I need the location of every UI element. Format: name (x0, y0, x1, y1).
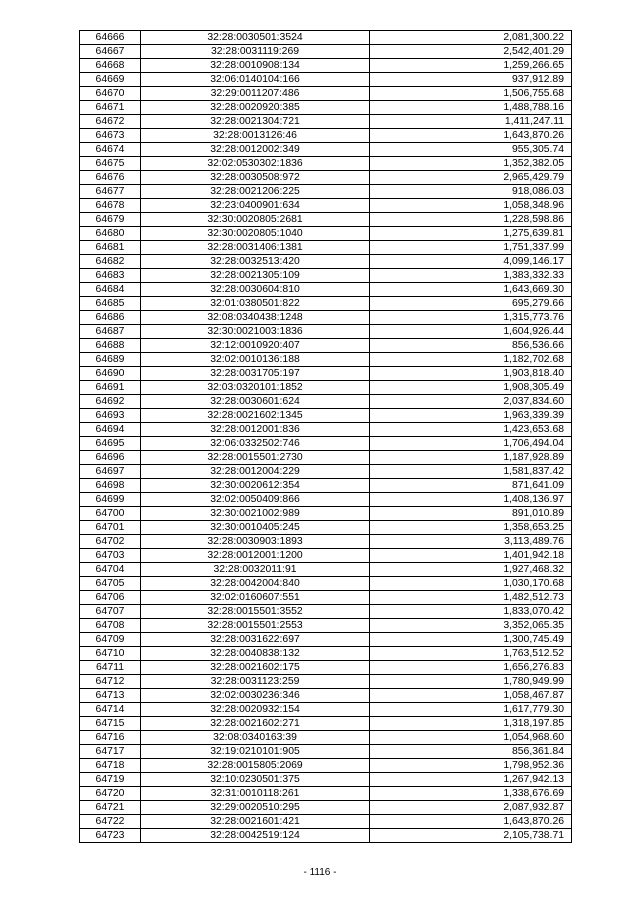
cadastral-number-cell: 32:28:0015501:2553 (141, 619, 370, 633)
amount-cell: 1,780,949.99 (370, 675, 572, 689)
row-number-cell: 64693 (80, 409, 141, 423)
cadastral-number-cell: 32:28:0021602:271 (141, 717, 370, 731)
amount-cell: 1,506,755.68 (370, 87, 572, 101)
cadastral-number-cell: 32:10:0230501:375 (141, 773, 370, 787)
table-row (80, 759, 572, 773)
table-row (80, 297, 572, 311)
row-number-cell: 64721 (80, 801, 141, 815)
cadastral-number-cell: 32:12:0010920:407 (141, 339, 370, 353)
row-number-cell: 64718 (80, 759, 141, 773)
amount-cell: 891,010.89 (370, 507, 572, 521)
amount-cell: 1,267,942.13 (370, 773, 572, 787)
data-table (79, 30, 572, 843)
cadastral-number-cell: 32:30:0010405:245 (141, 521, 370, 535)
table-row (80, 241, 572, 255)
row-number-cell: 64702 (80, 535, 141, 549)
table-row (80, 829, 572, 843)
table-row (80, 801, 572, 815)
cadastral-number-cell: 32:06:0140104:166 (141, 73, 370, 87)
cadastral-number-cell: 32:28:0015501:2730 (141, 451, 370, 465)
amount-cell: 1,643,870.26 (370, 129, 572, 143)
amount-cell: 2,965,429.79 (370, 171, 572, 185)
row-number-cell: 64713 (80, 689, 141, 703)
table-row (80, 451, 572, 465)
row-number-cell: 64703 (80, 549, 141, 563)
row-number-cell: 64692 (80, 395, 141, 409)
row-number-cell: 64698 (80, 479, 141, 493)
table-row (80, 255, 572, 269)
row-number-cell: 64707 (80, 605, 141, 619)
row-number-cell: 64715 (80, 717, 141, 731)
amount-cell: 1,338,676.69 (370, 787, 572, 801)
table-row (80, 619, 572, 633)
row-number-cell: 64696 (80, 451, 141, 465)
table-row (80, 689, 572, 703)
cadastral-number-cell: 32:28:0031406:1381 (141, 241, 370, 255)
table-row (80, 675, 572, 689)
table-row (80, 577, 572, 591)
table-row (80, 129, 572, 143)
cadastral-number-cell: 32:30:0021003:1836 (141, 325, 370, 339)
amount-cell: 1,908,305.49 (370, 381, 572, 395)
table-row (80, 367, 572, 381)
cadastral-number-cell: 32:28:0021206:225 (141, 185, 370, 199)
table-row (80, 227, 572, 241)
cadastral-number-cell: 32:28:0030601:624 (141, 395, 370, 409)
amount-cell: 2,542,401.29 (370, 45, 572, 59)
row-number-cell: 64712 (80, 675, 141, 689)
table-row (80, 493, 572, 507)
table-row (80, 171, 572, 185)
amount-cell: 1,275,639.81 (370, 227, 572, 241)
amount-cell: 871,641.09 (370, 479, 572, 493)
amount-cell: 1,058,467.87 (370, 689, 572, 703)
row-number-cell: 64675 (80, 157, 141, 171)
amount-cell: 1,182,702.68 (370, 353, 572, 367)
amount-cell: 955,305.74 (370, 143, 572, 157)
cadastral-number-cell: 32:28:0031123:259 (141, 675, 370, 689)
row-number-cell: 64691 (80, 381, 141, 395)
table-row (80, 703, 572, 717)
table-body (80, 31, 572, 843)
cadastral-number-cell: 32:28:0012004:229 (141, 465, 370, 479)
cadastral-number-cell: 32:28:0031705:197 (141, 367, 370, 381)
row-number-cell: 64695 (80, 437, 141, 451)
cadastral-number-cell: 32:28:0021602:1345 (141, 409, 370, 423)
row-number-cell: 64669 (80, 73, 141, 87)
row-number-cell: 64706 (80, 591, 141, 605)
table-row (80, 745, 572, 759)
amount-cell: 1,488,788.16 (370, 101, 572, 115)
cadastral-number-cell: 32:08:0340438:1248 (141, 311, 370, 325)
row-number-cell: 64668 (80, 59, 141, 73)
cadastral-number-cell: 32:02:0530302:1836 (141, 157, 370, 171)
table-row (80, 773, 572, 787)
amount-cell: 1,228,598.86 (370, 213, 572, 227)
amount-cell: 1,030,170.68 (370, 577, 572, 591)
row-number-cell: 64670 (80, 87, 141, 101)
cadastral-number-cell: 32:30:0020805:1040 (141, 227, 370, 241)
amount-cell: 1,656,276.83 (370, 661, 572, 675)
table-row (80, 479, 572, 493)
table-row (80, 605, 572, 619)
cadastral-number-cell: 32:29:0020510:295 (141, 801, 370, 815)
cadastral-number-cell: 32:28:0020920:385 (141, 101, 370, 115)
cadastral-number-cell: 32:28:0021601:421 (141, 815, 370, 829)
table-row (80, 199, 572, 213)
cadastral-number-cell: 32:28:0031119:269 (141, 45, 370, 59)
row-number-cell: 64676 (80, 171, 141, 185)
row-number-cell: 64672 (80, 115, 141, 129)
row-number-cell: 64704 (80, 563, 141, 577)
amount-cell: 1,903,818.40 (370, 367, 572, 381)
amount-cell: 2,037,834.60 (370, 395, 572, 409)
page-number: - 1116 - (303, 867, 337, 878)
amount-cell: 3,352,065.35 (370, 619, 572, 633)
amount-cell: 1,358,653.25 (370, 521, 572, 535)
cadastral-number-cell: 32:28:0012001:836 (141, 423, 370, 437)
row-number-cell: 64673 (80, 129, 141, 143)
cadastral-number-cell: 32:02:0010136:188 (141, 353, 370, 367)
table-row (80, 731, 572, 745)
row-number-cell: 64697 (80, 465, 141, 479)
cadastral-number-cell: 32:28:0013126:46 (141, 129, 370, 143)
row-number-cell: 64722 (80, 815, 141, 829)
cadastral-number-cell: 32:02:0050409:866 (141, 493, 370, 507)
row-number-cell: 64686 (80, 311, 141, 325)
cadastral-number-cell: 32:29:0011207:486 (141, 87, 370, 101)
table-row (80, 45, 572, 59)
amount-cell: 1,058,348.96 (370, 199, 572, 213)
table-row (80, 465, 572, 479)
amount-cell: 695,279.66 (370, 297, 572, 311)
table-row (80, 633, 572, 647)
amount-cell: 2,081,300.22 (370, 31, 572, 45)
table-row (80, 381, 572, 395)
amount-cell: 1,706,494.04 (370, 437, 572, 451)
row-number-cell: 64671 (80, 101, 141, 115)
amount-cell: 1,383,332.33 (370, 269, 572, 283)
table-row (80, 535, 572, 549)
amount-cell: 3,113,489.76 (370, 535, 572, 549)
table-row (80, 409, 572, 423)
table-row (80, 73, 572, 87)
table-row (80, 591, 572, 605)
table-row (80, 507, 572, 521)
amount-cell: 1,617,779.30 (370, 703, 572, 717)
row-number-cell: 64709 (80, 633, 141, 647)
cadastral-number-cell: 32:28:0021304:721 (141, 115, 370, 129)
table-row (80, 647, 572, 661)
table-row (80, 143, 572, 157)
amount-cell: 2,105,738.71 (370, 829, 572, 843)
cadastral-number-cell: 32:03:0320101:1852 (141, 381, 370, 395)
amount-cell: 1,581,837.42 (370, 465, 572, 479)
row-number-cell: 64681 (80, 241, 141, 255)
cadastral-number-cell: 32:28:0015805:2069 (141, 759, 370, 773)
amount-cell: 1,798,952.36 (370, 759, 572, 773)
row-number-cell: 64710 (80, 647, 141, 661)
table-row (80, 521, 572, 535)
row-number-cell: 64701 (80, 521, 141, 535)
cadastral-number-cell: 32:31:0010118:261 (141, 787, 370, 801)
amount-cell: 1,411,247.11 (370, 115, 572, 129)
row-number-cell: 64685 (80, 297, 141, 311)
table-row (80, 353, 572, 367)
amount-cell: 918,086.03 (370, 185, 572, 199)
cadastral-number-cell: 32:28:0030604:810 (141, 283, 370, 297)
row-number-cell: 64684 (80, 283, 141, 297)
cadastral-number-cell: 32:28:0040838:132 (141, 647, 370, 661)
table-row (80, 283, 572, 297)
amount-cell: 1,300,745.49 (370, 633, 572, 647)
row-number-cell: 64720 (80, 787, 141, 801)
row-number-cell: 64683 (80, 269, 141, 283)
cadastral-number-cell: 32:28:0030903:1893 (141, 535, 370, 549)
row-number-cell: 64699 (80, 493, 141, 507)
cadastral-number-cell: 32:02:0160607:551 (141, 591, 370, 605)
amount-cell: 1,643,669.30 (370, 283, 572, 297)
amount-cell: 1,763,512.52 (370, 647, 572, 661)
row-number-cell: 64666 (80, 31, 141, 45)
row-number-cell: 64678 (80, 199, 141, 213)
row-number-cell: 64680 (80, 227, 141, 241)
row-number-cell: 64689 (80, 353, 141, 367)
amount-cell: 1,187,928.89 (370, 451, 572, 465)
row-number-cell: 64708 (80, 619, 141, 633)
amount-cell: 1,963,339.39 (370, 409, 572, 423)
table-row (80, 395, 572, 409)
amount-cell: 856,536.66 (370, 339, 572, 353)
row-number-cell: 64719 (80, 773, 141, 787)
row-number-cell: 64700 (80, 507, 141, 521)
amount-cell: 1,643,870.26 (370, 815, 572, 829)
amount-cell: 1,352,382.05 (370, 157, 572, 171)
row-number-cell: 64667 (80, 45, 141, 59)
amount-cell: 1,318,197.85 (370, 717, 572, 731)
row-number-cell: 64690 (80, 367, 141, 381)
row-number-cell: 64682 (80, 255, 141, 269)
table-row (80, 437, 572, 451)
table-row (80, 185, 572, 199)
cadastral-number-cell: 32:28:0015501:3552 (141, 605, 370, 619)
row-number-cell: 64687 (80, 325, 141, 339)
table-row (80, 815, 572, 829)
table-row (80, 115, 572, 129)
table-row (80, 157, 572, 171)
amount-cell: 1,604,926.44 (370, 325, 572, 339)
cadastral-number-cell: 32:28:0020932:154 (141, 703, 370, 717)
table-row (80, 563, 572, 577)
cadastral-number-cell: 32:06:0332502:746 (141, 437, 370, 451)
table-row (80, 213, 572, 227)
amount-cell: 4,099,146.17 (370, 255, 572, 269)
row-number-cell: 64677 (80, 185, 141, 199)
amount-cell: 1,751,337.99 (370, 241, 572, 255)
amount-cell: 937,912.89 (370, 73, 572, 87)
row-number-cell: 64717 (80, 745, 141, 759)
row-number-cell: 64714 (80, 703, 141, 717)
cadastral-number-cell: 32:02:0030236:346 (141, 689, 370, 703)
table-row (80, 269, 572, 283)
cadastral-number-cell: 32:30:0020805:2681 (141, 213, 370, 227)
cadastral-number-cell: 32:30:0021002:989 (141, 507, 370, 521)
cadastral-number-cell: 32:30:0020612:354 (141, 479, 370, 493)
table-row (80, 31, 572, 45)
table-row (80, 59, 572, 73)
cadastral-number-cell: 32:28:0010908:134 (141, 59, 370, 73)
row-number-cell: 64723 (80, 829, 141, 843)
cadastral-number-cell: 32:28:0021602:175 (141, 661, 370, 675)
table-row (80, 87, 572, 101)
row-number-cell: 64694 (80, 423, 141, 437)
amount-cell: 856,361.84 (370, 745, 572, 759)
cadastral-number-cell: 32:28:0012001:1200 (141, 549, 370, 563)
amount-cell: 2,087,932.87 (370, 801, 572, 815)
row-number-cell: 64679 (80, 213, 141, 227)
table-row (80, 717, 572, 731)
table-row (80, 787, 572, 801)
cadastral-number-cell: 32:28:0032011:91 (141, 563, 370, 577)
row-number-cell: 64688 (80, 339, 141, 353)
amount-cell: 1,315,773.76 (370, 311, 572, 325)
table-row (80, 661, 572, 675)
row-number-cell: 64705 (80, 577, 141, 591)
table-row (80, 339, 572, 353)
cadastral-number-cell: 32:28:0031622:697 (141, 633, 370, 647)
cadastral-number-cell: 32:19:0210101:905 (141, 745, 370, 759)
table-row (80, 549, 572, 563)
cadastral-number-cell: 32:28:0021305:109 (141, 269, 370, 283)
table-row (80, 325, 572, 339)
amount-cell: 1,482,512.73 (370, 591, 572, 605)
row-number-cell: 64674 (80, 143, 141, 157)
row-number-cell: 64716 (80, 731, 141, 745)
amount-cell: 1,054,968.60 (370, 731, 572, 745)
cadastral-number-cell: 32:28:0030501:3524 (141, 31, 370, 45)
cadastral-number-cell: 32:28:0042519:124 (141, 829, 370, 843)
amount-cell: 1,423,653.68 (370, 423, 572, 437)
amount-cell: 1,408,136.97 (370, 493, 572, 507)
amount-cell: 1,259,266.65 (370, 59, 572, 73)
cadastral-number-cell: 32:28:0012002:349 (141, 143, 370, 157)
table-row (80, 311, 572, 325)
cadastral-number-cell: 32:01:0380501:822 (141, 297, 370, 311)
cadastral-number-cell: 32:28:0042004:840 (141, 577, 370, 591)
amount-cell: 1,833,070.42 (370, 605, 572, 619)
amount-cell: 1,401,942.18 (370, 549, 572, 563)
table-row (80, 101, 572, 115)
table-row (80, 423, 572, 437)
cadastral-number-cell: 32:23:0400901:634 (141, 199, 370, 213)
amount-cell: 1,927,468.32 (370, 563, 572, 577)
cadastral-number-cell: 32:08:0340163:39 (141, 731, 370, 745)
row-number-cell: 64711 (80, 661, 141, 675)
cadastral-number-cell: 32:28:0032513:420 (141, 255, 370, 269)
cadastral-number-cell: 32:28:0030508:972 (141, 171, 370, 185)
